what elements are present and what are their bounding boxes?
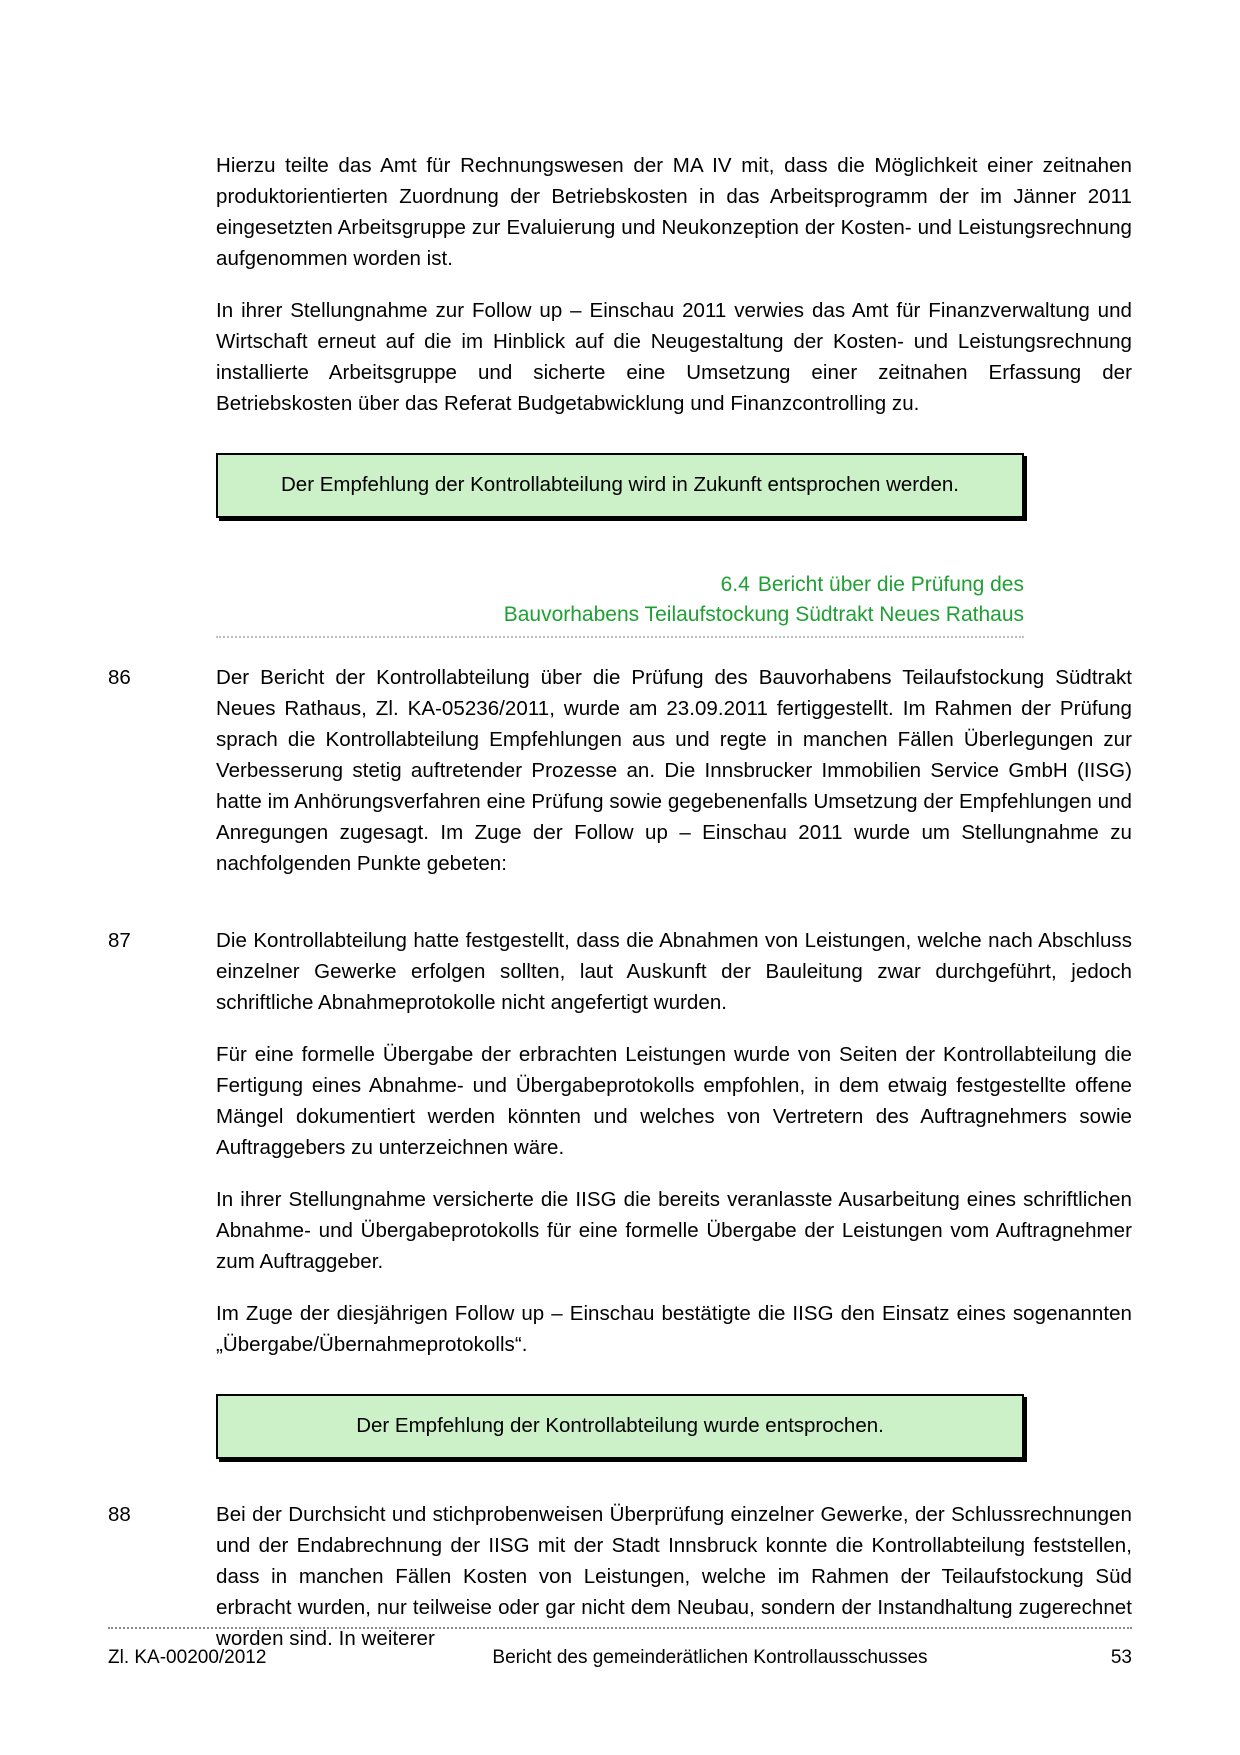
section-title-line1: Bericht über die Prüfung des: [757, 573, 1024, 596]
paragraph: Bei der Durchsicht und stichprobenweisen Überprüfung einzelner Gewerke, der Schlussrechnungen und der Endabrechnung der IISG mit der Stadt Innsbruck konnte die Kontrollabteilung feststellen, dass in manchen Fällen Kosten von Leistungen, welche im Rahmen der Teilaufstockung Süd erbracht wurden, nur teilweise oder gar nicht dem Neubau, sondern der Instandhaltung zugerechnet worden sind. In weiterer: [216, 1503, 1132, 1650]
footer-divider: [108, 1627, 1132, 1629]
paragraph: Hierzu teilte das Amt für Rechnungswesen der MA IV mit, dass die Möglichkeit einer zeitnahen produktorientierten Zuordnung der Betriebskosten in das Arbeitsprogramm der im Jänner 2011 eingesetzten Arbeitsgruppe zur Evaluierung und Neukonzeption der Kosten- und Leistungsrechnung aufgenommen worden ist.: [216, 154, 1132, 270]
paragraph: In ihrer Stellungnahme versicherte die IISG die bereits veranlasste Ausarbeitung eines schriftlichen Abnahme- und Übergabeprotokolls für eine formelle Übergabe der Leistungen vom Auftragnehmer zum Auftraggeber.: [216, 1188, 1132, 1273]
margin-number: 88: [108, 1503, 131, 1526]
margin-number: 86: [108, 666, 131, 689]
recommendation-box-1: [216, 453, 1024, 518]
paragraph: Im Zuge der diesjährigen Follow up – Einschau bestätigte die IISG den Einsatz eines sogenannten „Übergabe/Übernahmeprotokolls“.: [216, 1302, 1132, 1356]
section-number: 6.4: [720, 573, 750, 596]
intro-section: [216, 150, 1132, 419]
numbered-block-86: [108, 662, 1132, 879]
recommendation-box-2: [216, 1394, 1024, 1459]
page-number: 53: [1110, 1647, 1132, 1668]
numbered-block-87: [108, 925, 1132, 1360]
section-title-line2: Bauvorhabens Teilaufstockung Südtrakt Neues Rathaus: [503, 603, 1024, 626]
footer-title: Bericht des gemeinderätlichen Kontrollausschusses: [492, 1647, 928, 1668]
margin-number: 87: [108, 929, 131, 952]
paragraph: In ihrer Stellungnahme zur Follow up – Einschau 2011 verwies das Amt für Finanzverwaltung und Wirtschaft erneut auf die im Hinblick auf die Neugestaltung der Kosten- und Leistungsrechnung installierte Arbeitsgruppe und sicherte eine Umsetzung einer zeitnahen Erfassung der Betriebskosten über das Referat Budgetabwicklung und Finanzcontrolling zu.: [216, 299, 1132, 415]
recommendation-text: Der Empfehlung der Kontrollabteilung wird in Zukunft entsprochen werden.: [280, 473, 960, 496]
footer-reference: Zl. KA-00200/2012: [108, 1647, 267, 1668]
block-text: [216, 662, 1132, 879]
section-heading: [216, 570, 1024, 630]
block-text: [216, 925, 1132, 1360]
recommendation-text: Der Empfehlung der Kontrollabteilung wurde entsprochen.: [356, 1414, 884, 1437]
paragraph: Die Kontrollabteilung hatte festgestellt, dass die Abnahmen von Leistungen, welche nach Abschluss einzelner Gewerke erfolgen sollten, laut Auskunft der Bauleitung zwar durchgeführt, jedoch schriftliche Abnahmeprotokolle nicht angefertigt wurden.: [216, 929, 1132, 1014]
page-footer: [108, 1627, 1132, 1671]
paragraph: Der Bericht der Kontrollabteilung über die Prüfung des Bauvorhabens Teilaufstockung Südtrakt Neues Rathaus, Zl. KA-05236/2011, wurde am 23.09.2011 fertiggestellt. Im Rahmen der Prüfung sprach die Kontrollabteilung Empfehlungen aus und regte in manchen Fällen Überlegungen zur Verbesserung stetig auftretender Prozesse an. Die Innsbrucker Immobilien Service GmbH (IISG) hatte im Anhörungsverfahren eine Prüfung sowie gegebenenfalls Umsetzung der Empfehlungen und Anregungen zugesagt. Im Zuge der Follow up – Einschau 2011 wurde um Stellungnahme zu nachfolgenden Punkte gebeten:: [216, 666, 1132, 875]
paragraph: Für eine formelle Übergabe der erbrachten Leistungen wurde von Seiten der Kontrollabteilung die Fertigung eines Abnahme- und Übergabeprotokolls empfohlen, in dem etwaig festgestellte offene Mängel dokumentiert werden könnten und welches von Vertretern des Auftragnehmers sowie Auftraggebers zu unterzeichnen wäre.: [216, 1043, 1132, 1159]
